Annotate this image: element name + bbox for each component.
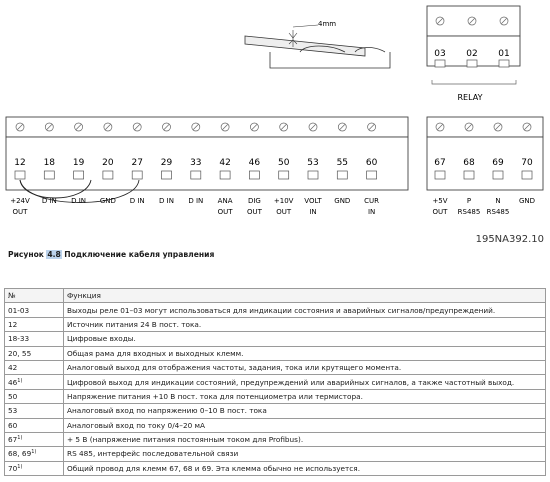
terminal-number: 46 [248,158,261,168]
footnote-marker: 1) [31,449,37,456]
terminal-slot [493,171,503,179]
caption-text: Подключение кабеля управления [64,250,215,259]
header-no: № [5,289,64,303]
terminal-label: N [495,197,501,205]
table-row [5,375,546,389]
terminal-number: 12 [14,158,26,168]
terminal-no: 01-03 [8,305,30,315]
terminal-no: 20, 55 [8,348,32,358]
terminal-slot [435,60,445,67]
terminal-slot [308,171,318,179]
terminal-label: P [466,197,472,205]
terminal-no: 53 [8,406,18,416]
terminal-no-cell [5,332,64,346]
table-row [5,461,546,475]
table-row [5,404,546,418]
terminal-no: 18-33 [8,334,30,344]
terminal-number: 50 [277,158,290,168]
terminal-slot [279,171,289,179]
terminal-label: ANA [217,197,233,205]
terminal-label: DIG [247,197,261,205]
function-cell: Выходы реле 01–03 могут использоваться для индикации состояния и аварийных сигналов/предупреждений. [64,303,546,317]
table-header-row [5,289,546,303]
terminal-label: +24V [10,197,30,205]
terminal-no-cell [5,317,64,331]
terminal-label: D IN [188,197,204,205]
terminal-no-cell [5,303,64,317]
terminal-label: GND [99,197,116,205]
table-row [5,389,546,403]
terminal-number: 29 [160,158,173,168]
table-row [5,418,546,432]
footnote-marker: 1) [17,463,23,470]
terminal-slot [435,171,445,179]
function-cell: Аналоговый выход для отображения частоты, задания, тока или крутящего момента. [64,360,546,374]
screw-icon [436,123,444,131]
terminal-no: 60 [8,420,18,430]
terminal-label: RS485 [457,208,481,216]
terminal-no: 68, 69 [8,449,32,459]
function-cell: Цифровой выход для индикации состояний, предупреждений или аварийных сигналов, а также частотный выход. [64,375,546,389]
terminal-number: 18 [43,158,56,168]
terminal-label: D IN [129,197,145,205]
terminal-slot [249,171,259,179]
terminal-slot [44,171,54,179]
function-cell: Напряжение питания +10 В пост. тока для потенциометра или термистора. [64,389,546,403]
terminal-slot [74,171,84,179]
table-row [5,317,546,331]
terminal-slot [15,171,25,179]
terminal-label: +10V [273,197,294,205]
terminal-label: IN [367,208,376,216]
terminal-slot [220,171,230,179]
terminal-label: VOLT [304,197,322,205]
screw-icon [221,123,229,131]
drawing-code: 195NA392.10 [475,234,544,245]
screw-icon [133,123,141,131]
terminal-number: 42 [219,158,231,168]
header-function: Функция [64,289,546,303]
footnote-marker: 1) [17,377,23,384]
cable-dim-label: 4mm [318,20,337,28]
terminal-no: 46 [8,377,18,387]
terminal-slot [367,171,377,179]
caption-number: 4.8 [47,250,61,259]
terminal-no: 67 [8,435,18,445]
relay-block [427,6,520,84]
screw-icon [436,17,444,25]
footnote-marker: 1) [17,435,23,442]
terminal-slot [337,171,347,179]
terminal-slot [103,171,113,179]
screw-icon [250,123,258,131]
terminal-slot [191,171,201,179]
relay-terminal-number: 02 [466,49,478,59]
terminal-no-cell [5,375,64,389]
relay-terminal-number: 01 [498,49,510,59]
terminal-no-cell [5,404,64,418]
terminal-no-cell [5,447,64,461]
terminal-label: OUT [276,208,292,216]
terminal-no-cell [5,389,64,403]
terminal-label: D IN [71,197,87,205]
terminal-number: 68 [463,158,475,168]
terminal-slot [464,171,474,179]
terminal-no-cell [5,360,64,374]
terminal-number: 33 [190,158,202,168]
terminal-label: CUR [364,197,380,205]
terminal-no: 70 [8,463,18,473]
table-row [5,346,546,360]
terminal-label: OUT [432,208,448,216]
screw-icon [465,123,473,131]
terminal-no-cell [5,418,64,432]
table-row [5,332,546,346]
table-row [5,432,546,446]
function-cell: Общая рама для входных и выходных клемм. [64,346,546,360]
table-row [5,303,546,317]
terminal-label: RS485 [486,208,510,216]
figure-caption [8,250,214,259]
terminal-no: 42 [8,363,18,373]
function-cell: Цифровые входы. [64,332,546,346]
relay-terminal-number: 03 [434,49,446,59]
terminal-number: 55 [336,158,349,168]
terminal-label: D IN [41,197,57,205]
terminal-no: 50 [8,391,18,401]
screw-icon [45,123,53,131]
terminal-label: OUT [12,208,28,216]
function-cell: Общий провод для клемм 67, 68 и 69. Эта клемма обычно не используется. [64,461,546,475]
main-terminal-block [6,117,408,216]
relay-title: RELAY [457,93,483,102]
terminal-label: GND [518,197,536,205]
table-row [5,447,546,461]
terminal-no: 12 [8,319,18,329]
terminal-no-cell [5,461,64,475]
screw-icon [309,123,317,131]
terminal-number: 20 [102,158,114,168]
screw-icon [338,123,346,131]
terminal-number: 69 [492,158,504,168]
screw-icon [280,123,288,131]
screw-icon [163,123,171,131]
terminal-slot [467,60,477,67]
terminal-number: 19 [72,158,85,168]
screw-icon [494,123,502,131]
screw-icon [368,123,376,131]
cable-sketch [245,25,390,68]
screw-icon [500,17,508,25]
terminal-slot [499,60,509,67]
terminal-number: 70 [521,158,533,168]
caption-prefix: Рисунок [8,250,44,259]
screw-icon [523,123,531,131]
right-terminal-block [427,117,543,216]
function-cell: Источник питания 24 В пост. тока. [64,317,546,331]
terminal-number: 60 [365,158,378,168]
terminal-slot [522,171,532,179]
function-cell: Аналоговый вход по току 0/4–20 мА [64,418,546,432]
terminal-number: 27 [131,158,143,168]
terminal-label: GND [334,197,351,205]
screw-icon [104,123,112,131]
screw-icon [468,17,476,25]
terminal-diagram [0,0,550,232]
screw-icon [192,123,200,131]
terminal-no-cell [5,432,64,446]
terminal-label: IN [309,208,317,216]
function-cell: RS 485, интерфейс последовательной связи [64,447,546,461]
table-row [5,360,546,374]
terminal-label: OUT [246,208,262,216]
terminal-function-table [4,288,546,476]
screw-icon [16,123,24,131]
terminal-label: +5V [432,197,448,205]
terminal-number: 67 [434,158,446,168]
terminal-number: 53 [307,158,319,168]
terminal-label: OUT [217,208,233,216]
terminal-no-cell [5,346,64,360]
terminal-slot [132,171,142,179]
terminal-label: D IN [159,197,174,205]
function-cell: + 5 В (напряжение питания постоянным током для Profibus). [64,432,546,446]
terminal-slot [162,171,172,179]
function-cell: Аналоговый вход по напряжению 0–10 В пост. тока [64,404,546,418]
screw-icon [75,123,83,131]
